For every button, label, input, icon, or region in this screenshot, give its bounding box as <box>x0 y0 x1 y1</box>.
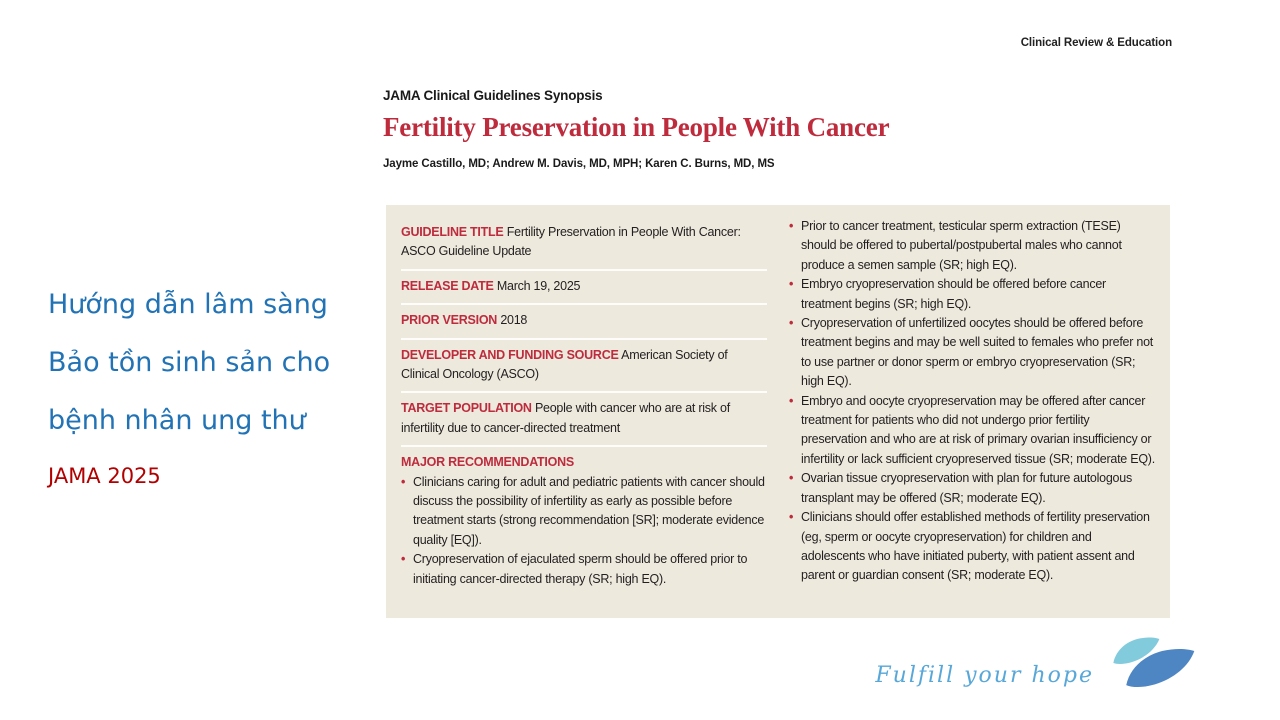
guideline-synopsis-box <box>386 205 1170 618</box>
recommendation-item: • Clinicians should offer established methods of fertility preservation (eg, sperm or oocyte cryopreservation) for children and adolescents who have initiated puberty, with patient assent and parent or guardian consent (SR; moderate EQ). <box>789 508 1155 586</box>
guideline-field-label: RELEASE DATE <box>401 278 494 293</box>
guideline-field-label: TARGET POPULATION <box>401 401 532 416</box>
two-leaf-logo <box>1106 632 1198 694</box>
guideline-field <box>401 217 767 269</box>
recommendation-item: • Clinicians caring for adult and pediatric patients with cancer should discuss the possibility of infertility as early as possible before treatment starts (strong recommendation [SR]; moderate evidence quality [EQ]). <box>401 473 767 551</box>
caption-line: Bảo tồn sinh sản cho <box>48 347 331 378</box>
article-authors: Jayme Castillo, MD; Andrew M. Davis, MD, MPH; Karen C. Burns, MD, MS <box>383 158 775 170</box>
guideline-field <box>401 269 767 303</box>
caption-line: bệnh nhân ung thư <box>48 405 306 436</box>
guideline-field <box>401 303 767 337</box>
recommendation-item: • Embryo and oocyte cryopreservation may be offered after cancer treatment for patients who did not undergo prior fertility preservation and who are at risk of primary ovarian insufficiency or infertility or lack sufficient cryopreserved tissue (SR; moderate EQ). <box>789 392 1155 470</box>
guideline-field-label: DEVELOPER AND FUNDING SOURCE <box>401 347 619 362</box>
caption-source-reference: JAMA 2025 <box>48 464 161 488</box>
guideline-field-text: 2018 <box>500 313 528 328</box>
recommendation-item: • Prior to cancer treatment, testicular sperm extraction (TESE) should be offered to pubertal/postpubertal males who cannot produce a semen sample (SR; high EQ). <box>789 217 1155 275</box>
journal-section-label: Clinical Review & Education <box>1020 37 1172 49</box>
guideline-field-text: American Society of Clinical Oncology (ASCO) <box>401 347 728 382</box>
recommendations-list-right <box>789 217 1155 586</box>
article-kicker: JAMA Clinical Guidelines Synopsis <box>383 88 603 103</box>
guideline-field <box>401 338 767 392</box>
guideline-box-right-column <box>789 217 1155 608</box>
guideline-field-label: PRIOR VERSION <box>401 313 498 328</box>
caption-lines <box>48 276 378 450</box>
guideline-field-label: GUIDELINE TITLE <box>401 225 504 239</box>
guideline-box-left-column <box>401 217 767 608</box>
guideline-fields <box>401 217 767 445</box>
guideline-field-text: Fertility Preservation in People With Cancer: ASCO Guideline Update <box>401 225 741 259</box>
recommendation-item: • Cryopreservation of unfertilized oocytes should be offered before treatment begins and may be well suited to females who prefer not to use partner or donor sperm or embryo cryopreservation (SR; high EQ). <box>789 314 1155 392</box>
guideline-field <box>401 391 767 445</box>
brand-slogan: Fulfill your hope <box>875 663 1094 688</box>
guideline-field-text: March 19, 2025 <box>496 278 581 293</box>
major-recommendations-heading: MAJOR RECOMMENDATIONS <box>401 445 767 472</box>
caption-line: Hướng dẫn lâm sàng <box>48 289 328 320</box>
footer-brand <box>875 632 1198 694</box>
recommendations-list-left <box>401 473 767 589</box>
recommendation-item: • Ovarian tissue cryopreservation with plan for future autologous transplant may be offered (SR; moderate EQ). <box>789 469 1155 508</box>
slide-side-caption <box>48 276 378 488</box>
recommendation-item: • Embryo cryopreservation should be offered before cancer treatment begins (SR; high EQ). <box>789 275 1155 314</box>
article-header <box>383 88 1173 170</box>
recommendation-item: • Cryopreservation of ejaculated sperm should be offered prior to initiating cancer-directed therapy (SR; high EQ). <box>401 550 767 589</box>
guideline-field-text: People with cancer who are at risk of infertility due to cancer-directed treatment <box>401 401 730 435</box>
article-title: Fertility Preservation in People With Cancer <box>383 112 890 142</box>
